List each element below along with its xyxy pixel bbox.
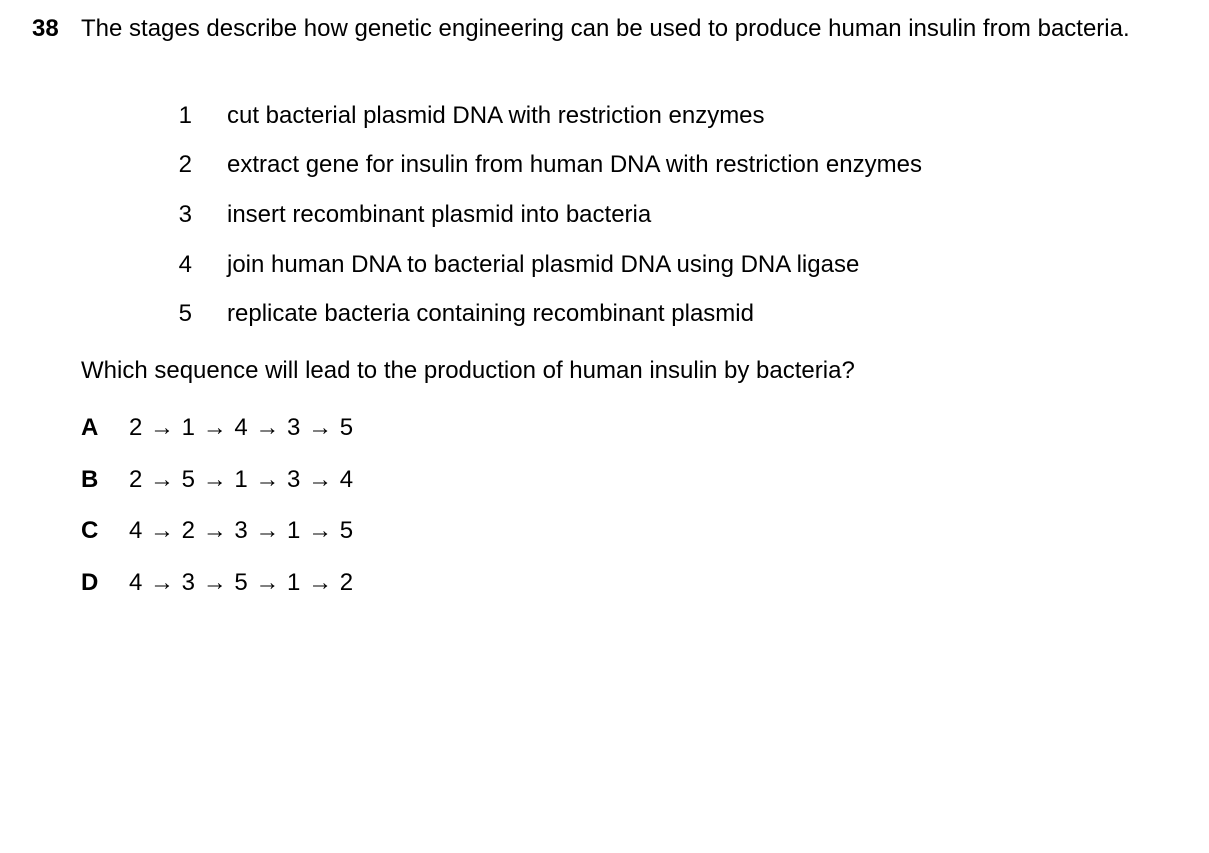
question-prompt: Which sequence will lead to the production of human insulin by bacteria? — [81, 357, 855, 384]
question-number: 38 — [32, 15, 59, 42]
stage-text: replicate bacteria containing recombinant plasmid — [227, 300, 754, 327]
answer-option-b[interactable] — [0, 465, 600, 495]
stage-item — [0, 250, 1209, 280]
option-letter: B — [81, 466, 99, 493]
stage-number: 4 — [178, 251, 192, 278]
answer-option-d[interactable] — [0, 568, 600, 598]
stage-text: extract gene for insulin from human DNA with restriction enzymes — [227, 151, 922, 178]
stage-list — [0, 0, 1209, 340]
option-sequence: 2 → 1 → 4 → 3 → 5 — [129, 414, 354, 441]
stage-number: 1 — [178, 102, 192, 129]
answer-option-a[interactable] — [0, 413, 600, 443]
stage-text: cut bacterial plasmid DNA with restriction enzymes — [227, 102, 765, 129]
answer-option-c[interactable] — [0, 516, 600, 546]
stage-number: 3 — [178, 201, 192, 228]
option-letter: A — [81, 414, 99, 441]
stage-item — [0, 200, 1209, 230]
option-sequence: 2 → 5 → 1 → 3 → 4 — [129, 466, 354, 493]
option-sequence: 4 → 2 → 3 → 1 → 5 — [129, 517, 354, 544]
option-sequence: 4 → 3 → 5 → 1 → 2 — [129, 569, 354, 596]
stage-item — [0, 299, 1209, 329]
stage-item — [0, 150, 1209, 180]
stage-number: 2 — [178, 151, 192, 178]
stage-text: insert recombinant plasmid into bacteria — [227, 201, 652, 228]
stage-item — [0, 101, 1209, 131]
question-stem: The stages describe how genetic engineering can be used to produce human insulin from bacteria. — [81, 15, 1130, 42]
stage-text: join human DNA to bacterial plasmid DNA using DNA ligase — [227, 251, 860, 278]
option-letter: D — [81, 569, 99, 596]
stage-number: 5 — [178, 300, 192, 327]
option-letter: C — [81, 517, 99, 544]
